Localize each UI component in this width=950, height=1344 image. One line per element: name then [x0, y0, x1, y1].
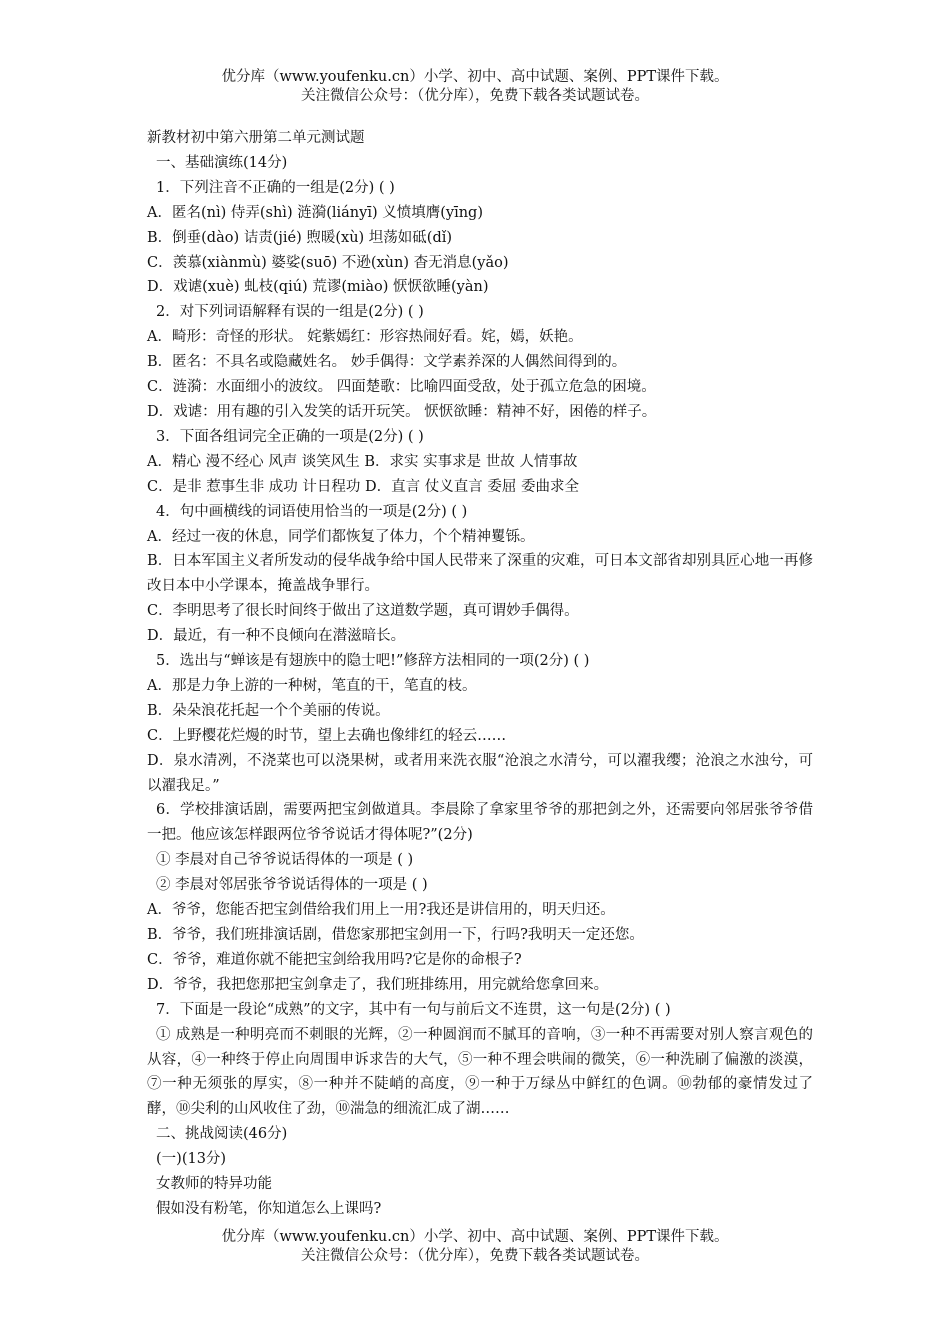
section-heading: 一、基础演练(14分) — [156, 154, 288, 171]
subsection-heading: (一)(13分) — [156, 1151, 227, 1168]
option-b: B．朵朵浪花托起一个个美丽的传说。 — [147, 702, 390, 719]
article-paragraph: 假如没有粉笔，你知道怎么上课吗? — [156, 1200, 382, 1217]
option-b: B．匿名：不具名或隐藏姓名。 妙手偶得：文学素养深的人偶然间得到的。 — [147, 354, 627, 371]
question-4: 4．句中画横线的词语使用恰当的一项是(2分) ( ) — [156, 503, 468, 520]
option-cd: C．是非 惹事生非 成功 计日程功 D．直言 仗义直言 委屈 委曲求全 — [147, 478, 579, 495]
sub-question-2: ② 李晨对邻居张爷爷说话得体的一项是 ( ) — [156, 877, 428, 894]
article-title: 女教师的特异功能 — [156, 1176, 272, 1193]
question-3: 3．下面各组词完全正确的一项是(2分) ( ) — [156, 428, 424, 445]
question-1: 1．下列注音不正确的一组是(2分) ( ) — [156, 179, 395, 196]
footer-line-2: 关注微信公众号：（优分库），免费下载各类试题试卷。 — [301, 1248, 649, 1264]
question-5: 5．选出与“蝉该是有翅族中的隐士吧!”修辞方法相同的一项(2分) ( ) — [156, 653, 590, 670]
option-d: D．爷爷，我把您那把宝剑拿走了，我们班排练用，用完就给您拿回来。 — [147, 976, 609, 993]
option-d: D．戏谑：用有趣的引入发笑的话开玩笑。 恹恹欲睡：精神不好，困倦的样子。 — [147, 403, 657, 420]
option-c: C．爷爷，难道你就不能把宝剑给我用吗?它是你的命根子? — [147, 951, 522, 968]
question-7: 7．下面是一段论“成熟”的文字，其中有一句与前后文不连贯，这一句是(2分) ( ) — [156, 1001, 671, 1018]
option-a: A．经过一夜的休息，同学们都恢复了体力，个个精神矍铄。 — [147, 528, 535, 545]
option-d: D．最近，有一种不良倾向在潜滋暗长。 — [147, 628, 406, 645]
option-c: C．涟漪：水面细小的波纹。 四面楚歌：比喻四面受敌，处于孤立危急的困境。 — [147, 379, 656, 396]
sub-question-1: ① 李晨对自己爷爷说话得体的一项是 ( ) — [156, 852, 414, 869]
header-line-2: 关注微信公众号：（优分库），免费下载各类试题试卷。 — [301, 88, 649, 104]
option-c: C．上野樱花烂熳的时节，望上去确也像绯红的轻云…… — [147, 727, 507, 744]
option-a: A．那是力争上游的一种树，笔直的干，笔直的枝。 — [147, 677, 477, 694]
section-heading: 二、挑战阅读(46分) — [156, 1126, 288, 1143]
question-2: 2．对下列词语解释有误的一组是(2分) ( ) — [156, 304, 424, 321]
option-a: A．爷爷，您能否把宝剑借给我们用上一用?我还是讲信用的，明天归还。 — [147, 902, 615, 919]
document-body — [147, 126, 813, 1222]
question-7-passage: ① 成熟是一种明亮而不刺眼的光辉，②一种圆润而不腻耳的音响，③一种不再需要对别人察言观色的从容，④一种终于停止向周围申诉求告的大气，⑤一种不理会哄闹的微笑，⑥一种洗刷了偏激的淡漠，⑦一种无须张的厚实，⑧一种并不陡峭的高度，⑨一种于万绿丛中鲜红的色调。⑩勃郁的豪情发过了酵，⑩尖利的山风收住了劲，⑩湍急的细流汇成了湖…… — [147, 1026, 813, 1118]
option-a: A．匿名(nì) 侍弄(shì) 涟漪(liányī) 义愤填膺(yīng) — [147, 204, 483, 221]
option-d: D．泉水清冽，不浇菜也可以浇果树，或者用来洗衣服“沧浪之水清兮，可以濯我缨；沧浪之水浊兮，可以濯我足。” — [147, 752, 813, 794]
option-b: B．日本军国主义者所发动的侵华战争给中国人民带来了深重的灾难，可日本文部省却别具匠心地一再修改日本中小学课本，掩盖战争罪行。 — [147, 553, 813, 595]
option-c: C．李明思考了很长时间终于做出了这道数学题，真可谓妙手偶得。 — [147, 603, 579, 620]
page-header — [0, 68, 950, 106]
option-d: D．戏谑(xuè) 虬枝(qiú) 荒谬(miào) 恹恹欲睡(yàn) — [147, 279, 489, 296]
footer-line-1: 优分库（www.youfenku.cn）小学、初中、高中试题、案例、PPT课件下载。 — [221, 1229, 729, 1245]
option-b: B．爷爷，我们班排演话剧，借您家那把宝剑用一下，行吗?我明天一定还您。 — [147, 927, 644, 943]
header-line-1: 优分库（www.youfenku.cn）小学、初中、高中试题、案例、PPT课件下载。 — [221, 69, 729, 85]
option-b: B．倒垂(dào) 诘责(jié) 煦暖(xù) 坦荡如砥(dǐ) — [147, 229, 453, 246]
option-c: C．羡慕(xiànmù) 婆娑(suō) 不逊(xùn) 杳无消息(yǎo) — [147, 254, 509, 271]
option-a: A．畸形：奇怪的形状。 姹紫嫣红：形容热闹好看。姹，嫣，妖艳。 — [147, 329, 583, 346]
option-ab: A．精心 漫不经心 风声 谈笑风生 B．求实 实事求是 世故 人情事故 — [147, 453, 578, 470]
question-6: 6．学校排演话剧，需要两把宝剑做道具。李晨除了拿家里爷爷的那把剑之外，还需要向邻居张爷爷借一把。他应该怎样跟两位爷爷说话才得体呢?”(2分) — [147, 802, 813, 844]
document-title: 新教材初中第六册第二单元测试题 — [147, 130, 365, 146]
page-footer — [0, 1228, 950, 1266]
